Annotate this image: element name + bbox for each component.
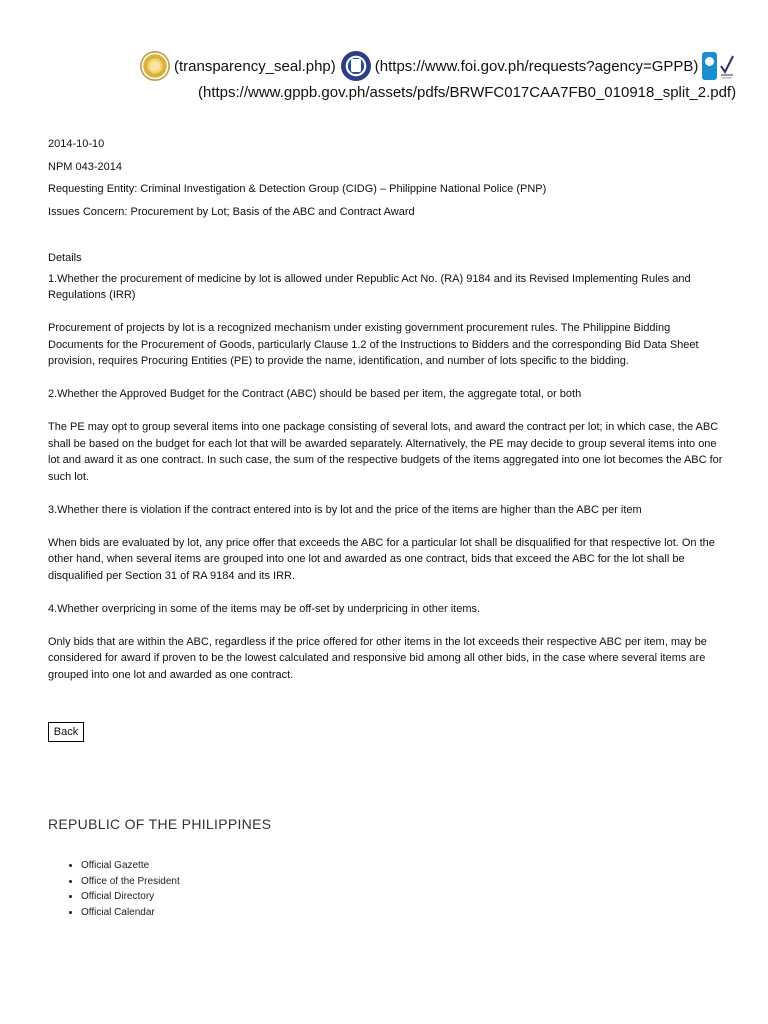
answer-2: The PE may opt to group several items into one package consisting of several lots, and award the contract per lot; in which case, the ABC shall be based on the budget for each lot that will be awarded separately. Alternatively, the PE may decide to group several items into one lot and award it as one contract. In such case, the sum of the respective budgets of the items aggregated into one lot becomes the ABC for such lot. [48,421,723,483]
iso-badge-icon [702,52,717,80]
details-label: Details [48,252,82,264]
footer-title: REPUBLIC OF THE PHILIPPINES [48,816,272,832]
question-4: 4.Whether overpricing in some of the items may be off-set by underpricing in other items. [48,602,481,615]
certification-mark-icon [719,52,735,80]
header-pdf-row [198,82,736,102]
foi-seal-icon[interactable] [341,51,371,81]
footer-link-office-of-the-president[interactable]: • Office of the President [81,874,180,890]
answer-3: When bids are evaluated by lot, any price offer that exceeds the ABC for a particular lot shall be disqualified for that respective lot. On the other hand, when several items are grouped into one lot and awarded as one contract, bids that exceed the ABC for the lot shall be disqualified per Section 31 of RA 9184 and its IRR. [48,536,715,582]
header-links-row [140,50,735,82]
back-button[interactable]: Back [48,722,84,742]
answer-4: Only bids that are within the ABC, regardless if the price offered for other items in the lot exceeds their respective ABC per item, may be considered for award if proven to be the lowest calculated and responsive bid among all other bids, in the case where several items are grouped into one lot and awarded as one contract. [48,635,707,681]
transparency-seal-icon[interactable] [140,51,170,81]
footer-links [66,858,180,920]
footer-link-official-directory[interactable]: • Official Directory [81,889,180,905]
advisory-content [48,136,724,700]
npm-number: NPM 043-2014 [48,160,122,173]
foi-request-link[interactable]: (https://www.foi.gov.ph/requests?agency=GPPB) [374,57,699,75]
requesting-entity: Requesting Entity: Criminal Investigation & Detection Group (CIDG) – Philippine National Police (PNP) [48,183,547,195]
advisory-date: 2014-10-10 [48,138,105,150]
issues-concern: Issues Concern: Procurement by Lot; Basis of the ABC and Contract Award [48,205,415,218]
pdf-document-link[interactable]: (https://www.gppb.gov.ph/assets/pdfs/BRWFC017CAA7FB0_010918_split_2.pdf) [198,83,737,101]
question-1: 1.Whether the procurement of medicine by lot is allowed under Republic Act No. (RA) 9184 and its Revised Implementing Rules and Regulations (IRR) [48,272,691,301]
advisory-meta [48,136,724,220]
transparency-seal-link[interactable]: (transparency_seal.php) [174,57,336,75]
footer-link-official-calendar[interactable]: • Official Calendar [81,905,180,921]
question-2: 2.Whether the Approved Budget for the Contract (ABC) should be based per item, the aggregate total, or both [48,388,582,400]
footer-link-official-gazette[interactable]: • Official Gazette [81,858,180,874]
question-3: 3.Whether there is violation if the contract entered into is by lot and the price of the items are higher than the ABC per item [48,503,642,516]
answer-1: Procurement of projects by lot is a recognized mechanism under existing government procurement rules. The Philippine Bidding Documents for the Procurement of Goods, particularly Clause 1.2 of the Instructions to Bidders and the corresponding Bid Data Sheet provision, requires Procuring Entities (PE) to provide the name, identification, and number of lots specific to the bidding. [48,322,699,367]
iso-certification-icon[interactable] [702,52,735,80]
